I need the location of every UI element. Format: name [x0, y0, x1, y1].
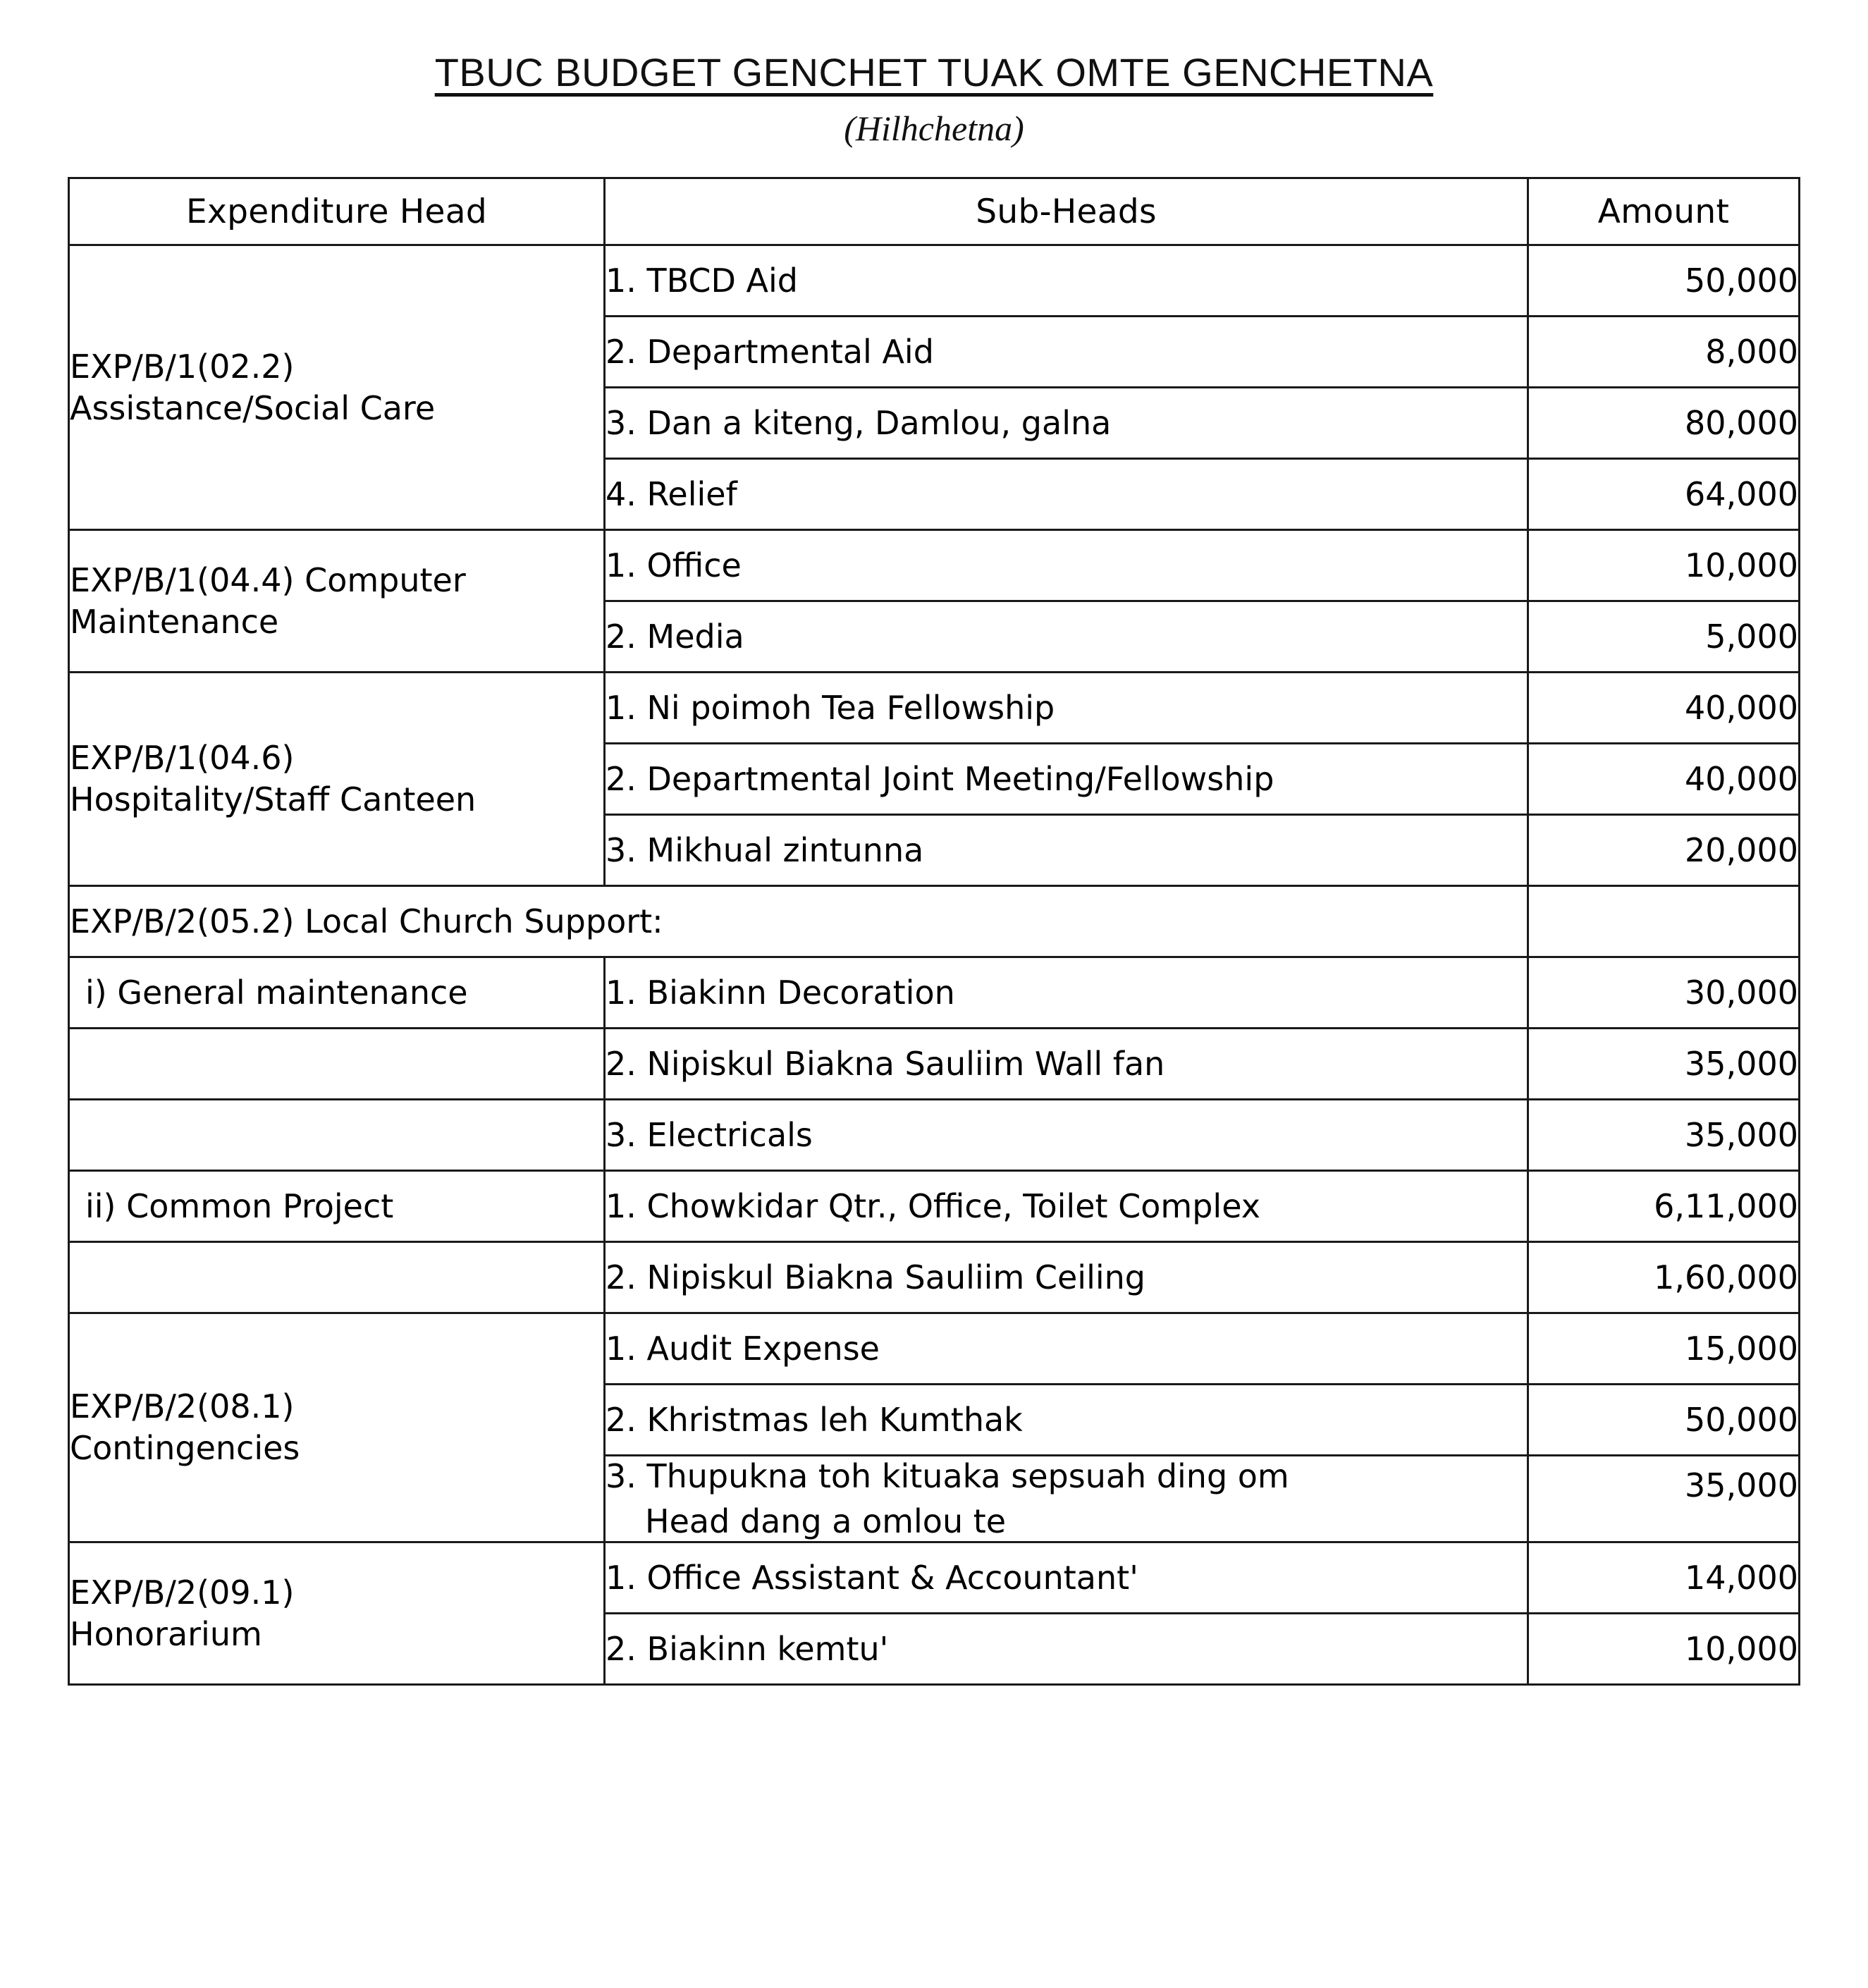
sub-head-cell: 1. TBCD Aid — [605, 245, 1528, 317]
sub-head-cell: 4. Relief — [605, 459, 1528, 530]
page-subtitle: (Hilhchetna) — [844, 109, 1024, 148]
table-row — [69, 957, 1800, 1029]
sub-head-cell: 1. Biakinn Decoration — [605, 957, 1528, 1029]
sub-head-line1: 3. Thupukna toh kituaka sepsuah ding om — [606, 1457, 1289, 1495]
table-row — [69, 673, 1800, 744]
amount-cell: 14,000 — [1528, 1542, 1800, 1614]
expenditure-head-line1: EXP/B/1(04.4) Computer — [70, 560, 466, 599]
section-head-cell: EXP/B/2(05.2) Local Church Support: — [69, 886, 1528, 957]
column-header-amount: Amount — [1528, 178, 1800, 245]
budget-table — [68, 177, 1800, 1686]
column-header-expenditure-head: Expenditure Head — [69, 178, 605, 245]
sub-head-cell: 2. Khristmas leh Kumthak — [605, 1385, 1528, 1456]
amount-cell — [1528, 886, 1800, 957]
expenditure-head-line1: EXP/B/2(08.1) — [70, 1387, 295, 1426]
amount-cell: 35,000 — [1528, 1100, 1800, 1171]
table-row — [69, 1242, 1800, 1313]
amount-cell: 35,000 — [1528, 1456, 1800, 1542]
amount-cell: 5,000 — [1528, 601, 1800, 673]
amount-cell: 30,000 — [1528, 957, 1800, 1029]
amount-cell: 15,000 — [1528, 1313, 1800, 1385]
sub-head-cell: 2. Media — [605, 601, 1528, 673]
expenditure-head-cell — [69, 1542, 605, 1685]
empty-head-cell — [69, 1029, 605, 1100]
expenditure-head-line2: Hospitality/Staff Canteen — [70, 780, 477, 818]
amount-cell: 10,000 — [1528, 530, 1800, 601]
expenditure-head-cell — [69, 1313, 605, 1542]
sub-group-head-cell — [69, 957, 605, 1029]
expenditure-head-cell — [69, 530, 605, 673]
expenditure-head-line2: Maintenance — [70, 602, 279, 641]
sub-head-cell: 2. Biakinn kemtu' — [605, 1614, 1528, 1685]
amount-cell: 40,000 — [1528, 673, 1800, 744]
sub-head-cell: 1. Office Assistant & Accountant' — [605, 1542, 1528, 1614]
sub-head-cell: 1. Chowkidar Qtr., Office, Toilet Complex — [605, 1171, 1528, 1242]
sub-head-cell: 2. Departmental Aid — [605, 317, 1528, 388]
expenditure-head-line1: EXP/B/1(04.6) — [70, 739, 295, 778]
table-row — [69, 245, 1800, 317]
amount-cell: 6,11,000 — [1528, 1171, 1800, 1242]
sub-head-cell: 1. Ni poimoh Tea Fellowship — [605, 673, 1528, 744]
table-row — [69, 530, 1800, 601]
table-row — [69, 1029, 1800, 1100]
sub-head-cell: 3. Dan a kiteng, Damlou, galna — [605, 388, 1528, 459]
sub-group-head-label: i) General maintenance — [85, 973, 468, 1012]
expenditure-head-cell — [69, 673, 605, 886]
table-header-row — [69, 178, 1800, 245]
expenditure-head-line2: Honorarium — [70, 1614, 262, 1653]
sub-head-cell: 1. Office — [605, 530, 1528, 601]
amount-cell: 50,000 — [1528, 245, 1800, 317]
page-title: TBUC BUDGET GENCHET TUAK OMTE GENCHETNA — [434, 50, 1434, 94]
sub-head-cell: 2. Nipiskul Biakna Sauliim Ceiling — [605, 1242, 1528, 1313]
table-row — [69, 1171, 1800, 1242]
expenditure-head-cell — [69, 245, 605, 530]
amount-cell: 8,000 — [1528, 317, 1800, 388]
amount-cell: 10,000 — [1528, 1614, 1800, 1685]
sub-head-cell: 3. Electricals — [605, 1100, 1528, 1171]
amount-cell: 50,000 — [1528, 1385, 1800, 1456]
amount-cell: 1,60,000 — [1528, 1242, 1800, 1313]
empty-head-cell — [69, 1100, 605, 1171]
expenditure-head-line1: EXP/B/1(02.2) — [70, 347, 295, 386]
sub-head-line2: Head dang a omlou te — [645, 1502, 1007, 1541]
expenditure-head-line1: EXP/B/2(09.1) — [70, 1573, 295, 1612]
sub-head-cell: 2. Departmental Joint Meeting/Fellowship — [605, 744, 1528, 815]
column-header-sub-heads: Sub-Heads — [605, 178, 1528, 245]
sub-head-cell: 2. Nipiskul Biakna Sauliim Wall fan — [605, 1029, 1528, 1100]
expenditure-head-line2: Assistance/Social Care — [70, 388, 436, 427]
amount-cell: 40,000 — [1528, 744, 1800, 815]
sub-head-cell: 3. Mikhual zintunna — [605, 815, 1528, 886]
table-row — [69, 1542, 1800, 1614]
expenditure-head-line2: Contingencies — [70, 1429, 300, 1468]
amount-cell: 64,000 — [1528, 459, 1800, 530]
sub-head-cell — [605, 1456, 1528, 1542]
amount-cell: 20,000 — [1528, 815, 1800, 886]
sub-group-head-cell — [69, 1171, 605, 1242]
amount-cell: 80,000 — [1528, 388, 1800, 459]
amount-cell: 35,000 — [1528, 1029, 1800, 1100]
empty-head-cell — [69, 1242, 605, 1313]
sub-group-head-label: ii) Common Project — [85, 1186, 394, 1225]
table-row-section — [69, 886, 1800, 957]
table-row — [69, 1100, 1800, 1171]
table-row — [69, 1313, 1800, 1385]
sub-head-cell: 1. Audit Expense — [605, 1313, 1528, 1385]
